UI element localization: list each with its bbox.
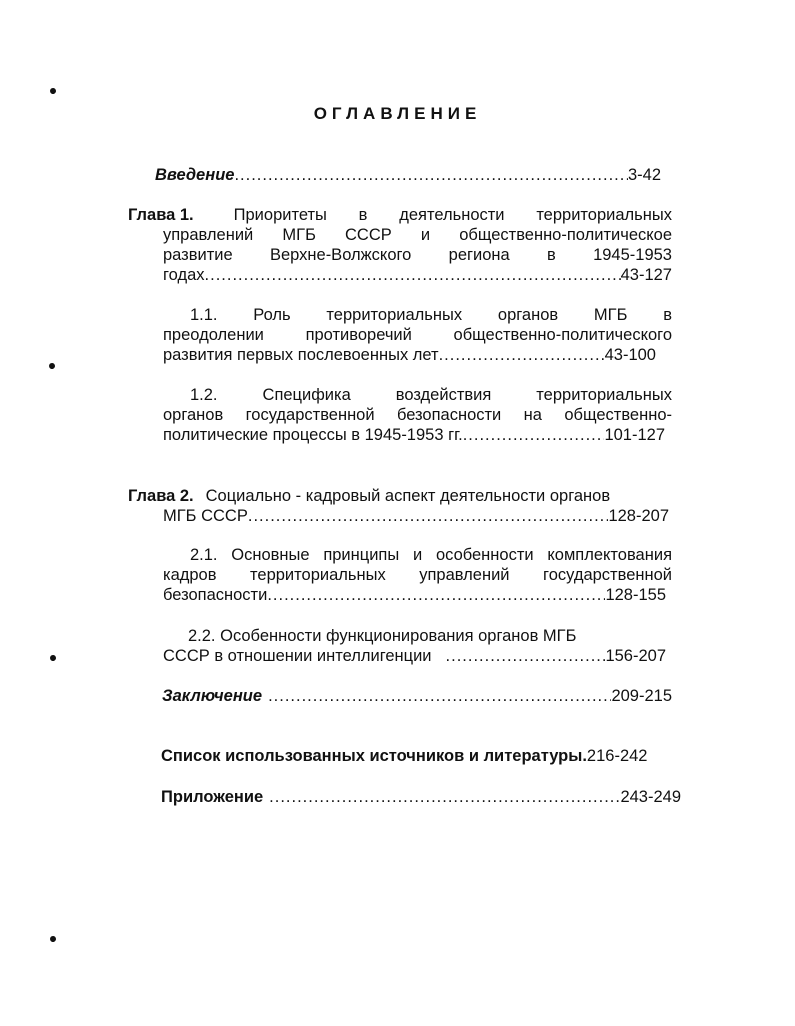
sources-label: Список использованных источников и литературы. — [161, 747, 587, 765]
section-pages: 156-207 — [605, 647, 666, 665]
appendix-pages: 243-249 — [620, 788, 681, 806]
toc-entry-intro[interactable] — [155, 165, 661, 185]
chapter1-pages: 43-127 — [620, 266, 672, 284]
section-title-line: 1.2. Специфика воздействия территориальных — [190, 386, 672, 404]
chapter1-label: Глава 1. — [128, 206, 194, 224]
toc-entry-section-1-1[interactable] — [163, 305, 672, 365]
appendix-label: Приложение — [161, 788, 264, 806]
section-title-line: преодолении противоречий общественно-политического — [163, 326, 672, 344]
margin-mark — [49, 87, 57, 95]
chapter1-title-line: Приоритеты в деятельности территориальных — [233, 206, 672, 224]
leader-dots — [439, 345, 605, 365]
section-pages: 43-100 — [604, 346, 656, 364]
section-title-line: 2.1. Основные принципы и особенности комплектования — [190, 546, 672, 564]
leader-dots — [269, 787, 620, 807]
section-title-line: органов государственной безопасности на общественно- — [163, 406, 672, 424]
section-title-line: политические процессы в 1945-1953 гг. — [163, 426, 463, 444]
chapter1-title-line: управлений МГБ СССР и общественно-политическое — [163, 226, 672, 244]
section-title-line: 2.2. Особенности функционирования органов МГБ — [188, 627, 577, 645]
toc-entry-section-2-2[interactable] — [163, 626, 666, 666]
toc-entry-conclusion[interactable] — [162, 686, 672, 706]
leader-dots — [463, 425, 605, 445]
intro-pages: 3-42 — [627, 166, 661, 184]
leader-dots — [205, 265, 621, 285]
toc-entry-section-2-1[interactable] — [163, 545, 672, 605]
toc-entry-chapter1-cont — [163, 225, 672, 285]
chapter2-label: Глава 2. — [128, 487, 194, 505]
toc-entry-chapter2[interactable] — [128, 486, 648, 506]
chapter2-pages: 128-207 — [608, 507, 669, 525]
section-title-line: 1.1. Роль территориальных органов МГБ в — [190, 306, 672, 324]
leader-dots — [248, 506, 609, 526]
page-title: ОГЛАВЛЕНИЕ — [313, 104, 482, 123]
chapter1-title-line: годах — [163, 266, 205, 284]
conclusion-label: Заключение — [162, 687, 263, 705]
conclusion-pages: 209-215 — [611, 687, 672, 705]
chapter2-title-line: МГБ СССР — [163, 507, 248, 525]
leader-dots — [267, 585, 605, 605]
toc-entry-sources[interactable] — [161, 746, 691, 766]
toc-entry-chapter2-cont — [163, 506, 669, 526]
chapter2-title-line: Социально - кадровый аспект деятельности органов — [205, 487, 611, 505]
intro-label: Введение — [155, 166, 235, 184]
section-title-line: СССР в отношении интеллигенции — [163, 647, 432, 665]
margin-mark — [48, 362, 56, 370]
leader-dots — [234, 165, 628, 185]
leader-dots — [446, 646, 606, 666]
sources-pages: 216-242 — [586, 747, 648, 765]
toc-entry-appendix[interactable] — [161, 787, 681, 807]
section-title-line: безопасности — [163, 586, 268, 604]
section-pages: 101-127 — [604, 426, 665, 444]
toc-entry-section-1-2[interactable] — [163, 385, 672, 445]
margin-mark — [49, 654, 57, 662]
chapter1-title-line: развитие Верхне-Волжского региона в 1945-1953 — [163, 246, 672, 264]
section-title-line: кадров территориальных управлений государственной — [163, 566, 672, 584]
leader-dots — [268, 686, 611, 706]
toc-entry-chapter1[interactable] — [128, 205, 672, 225]
section-title-line: развития первых послевоенных лет — [163, 346, 439, 364]
section-pages: 128-155 — [605, 586, 666, 604]
margin-mark — [49, 935, 57, 943]
